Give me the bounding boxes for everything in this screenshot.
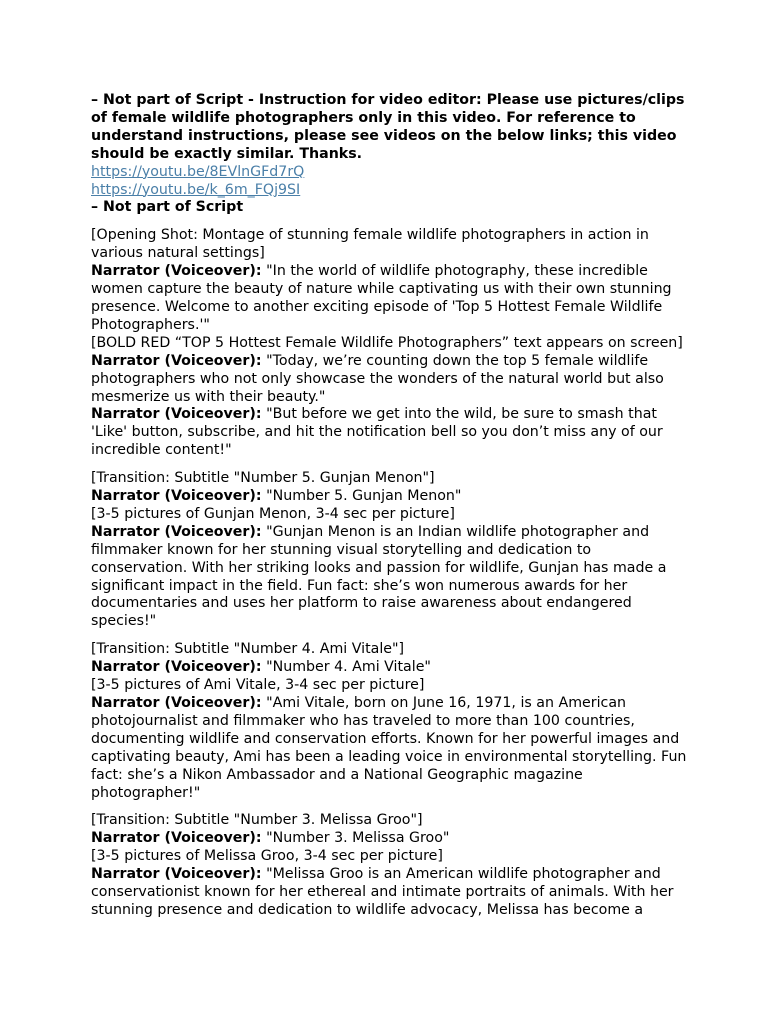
- narrator-text: "Today, we’re counting down the top 5 female wildlife photographers who not only showcase the wonders of the natural world but also mesmerize us with their beauty.": [91, 352, 664, 405]
- narrator-text: "Melissa Groo is an American wildlife photographer and conservationist known for her ethereal and intimate portraits of animals. With her stunning presence and dedication to wildlife advocacy, Melissa has become a: [91, 866, 674, 918]
- transition-direction: [Transition: Subtitle "Number 5. Gunjan Menon"]: [91, 470, 435, 487]
- narrator-line: [91, 524, 691, 631]
- pictures-direction: [3-5 pictures of Ami Vitale, 3-4 sec per picture]: [91, 677, 425, 694]
- narrator-text: "Ami Vitale, born on June 16, 1971, is an American photojournalist and filmmaker who has traveled to more than 100 countries, documenting wildlife and conservation efforts. Known for her powerful images and captivating beauty, Ami has been a leading voice in environmental storytelling. Fun fact: she’s a Nikon Ambassador and a National Geographic magazine photographer!": [91, 695, 687, 801]
- narrator-line: [91, 488, 691, 506]
- narrator-label: Narrator (Voiceover):: [91, 830, 262, 847]
- on-screen-text-direction: [BOLD RED “TOP 5 Hottest Female Wildlife Photographers” text appears on screen]: [91, 334, 683, 351]
- reference-link-1[interactable]: https://youtu.be/8EVlnGFd7rQ: [91, 163, 305, 180]
- narrator-text: "Number 5. Gunjan Menon": [261, 488, 462, 505]
- narrator-line: [91, 830, 691, 848]
- narrator-label: Narrator (Voiceover):: [91, 263, 262, 280]
- narrator-text: "Number 4. Ami Vitale": [261, 659, 431, 676]
- transition-direction: [Transition: Subtitle "Number 3. Melissa Groo"]: [91, 812, 423, 829]
- narrator-label: Narrator (Voiceover):: [91, 695, 262, 711]
- pictures-direction: [3-5 pictures of Gunjan Menon, 3-4 sec per picture]: [91, 505, 455, 522]
- opening-shot-direction: [Opening Shot: Montage of stunning female wildlife photographers in action in various natural settings]: [91, 227, 649, 262]
- document-page: [91, 92, 691, 920]
- narrator-label: Narrator (Voiceover):: [91, 406, 262, 423]
- narrator-text: "Gunjan Menon is an Indian wildlife photographer and filmmaker known for her stunning visual storytelling and dedication to conservation. With her striking looks and passion for wildlife, Gunjan has made a significant impact in the field. Fun fact: she’s won numerous awards for her documentaries and uses her platform to raise awareness about endangered species!": [91, 523, 667, 630]
- pictures-direction: [3-5 pictures of Melissa Groo, 3-4 sec per picture]: [91, 848, 443, 865]
- narrator-label: Narrator (Voiceover):: [91, 352, 262, 369]
- narrator-text: "But before we get into the wild, be sure to smash that 'Like' button, subscribe, and hit the notification bell so you don’t miss any of our incredible content!": [91, 406, 663, 459]
- transition-direction: [Transition: Subtitle "Number 4. Ami Vitale"]: [91, 641, 405, 658]
- narrator-line: [91, 866, 691, 920]
- narrator-label: Narrator (Voiceover):: [91, 866, 262, 883]
- narrator-label: Narrator (Voiceover):: [91, 523, 262, 540]
- narrator-text: "In the world of wildlife photography, these incredible women capture the beauty of nature while captivating us with their own stunning presence. Welcome to another exciting episode of 'Top 5 Hottest Female Wildlife Photographers.'": [91, 263, 672, 333]
- narrator-line: [91, 353, 691, 407]
- editor-instruction: – Not part of Script - Instruction for video editor: Please use pictures/clips of female wildlife photographers only in this video. For reference to understand instructions, please see videos on the below links; this video should be exactly similar. Thanks.: [91, 92, 685, 162]
- narrator-text: "Number 3. Melissa Groo": [261, 830, 450, 847]
- editor-instruction-end: – Not part of Script: [91, 199, 244, 216]
- narrator-line: [91, 695, 691, 802]
- narrator-label: Narrator (Voiceover):: [91, 488, 262, 505]
- narrator-label: Narrator (Voiceover):: [91, 659, 262, 676]
- narrator-line: [91, 659, 691, 677]
- reference-link-2[interactable]: https://youtu.be/k_6m_FQj9SI: [91, 181, 301, 198]
- narrator-line: [91, 263, 691, 335]
- narrator-line: [91, 406, 691, 460]
